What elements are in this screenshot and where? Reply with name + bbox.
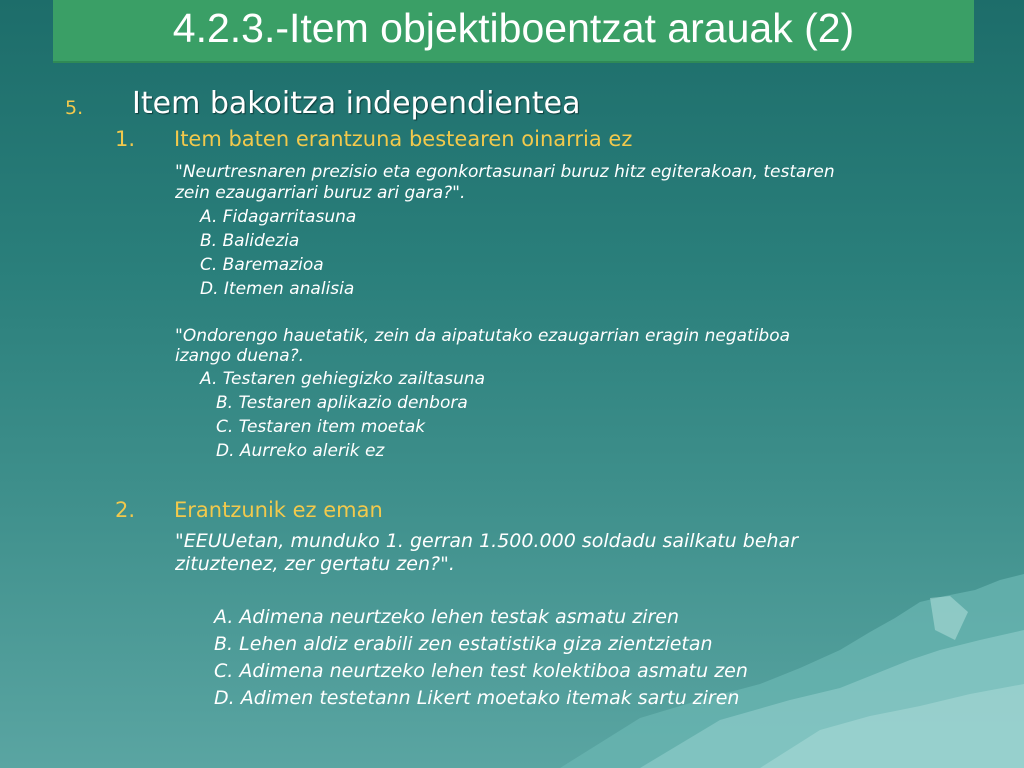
question1-option-a: A. Fidagarritasuna [200, 207, 357, 227]
section1-number: 1. [115, 127, 136, 151]
section1-heading: Item baten erantzuna bestearen oinarria ez [174, 127, 633, 151]
question1-option-b: B. Balidezia [200, 231, 300, 251]
question2-option-d: D. Aurreko alerik ez [216, 441, 385, 461]
question1-line1: "Neurtresnaren prezisio eta egonkortasunari buruz hitz egiterakoan, testaren [175, 162, 835, 182]
question3-option-c: C. Adimena neurtzeko lehen test kolektiboa asmatu zen [214, 660, 748, 682]
slide-title: 4.2.3.-Item objektiboentzat arauak (2) [172, 5, 855, 51]
question3-line2: zituztenez, zer gertatu zen?". [175, 553, 455, 575]
question1-option-d: D. Itemen analisia [200, 279, 355, 299]
question3-option-b: B. Lehen aldiz erabili zen estatistika giza zientzietan [214, 633, 713, 655]
question1-option-c: C. Baremazioa [200, 255, 324, 275]
question2-option-c: C. Testaren item moetak [216, 417, 426, 437]
question2-line1: "Ondorengo hauetatik, zein da aipatutako ezaugarrian eragin negatiboa [175, 326, 791, 346]
question2-line2: izango duena?. [175, 346, 305, 366]
question3-line1: "EEUUetan, munduko 1. gerran 1.500.000 soldadu sailkatu behar [175, 530, 799, 552]
title-bar [53, 0, 974, 63]
level1-number: 5. [65, 97, 84, 119]
question1-line2: zein ezaugarriari buruz ari gara?". [175, 183, 466, 203]
question3-option-d: D. Adimen testetann Likert moetako itemak sartu ziren [214, 687, 740, 709]
question2-option-a: A. Testaren gehiegizko zailtasuna [200, 369, 486, 389]
question2-option-b: B. Testaren aplikazio denbora [216, 393, 468, 413]
level1-heading: Item bakoitza independientea [132, 86, 581, 121]
question3-option-a: A. Adimena neurtzeko lehen testak asmatu ziren [214, 606, 680, 628]
section2-number: 2. [115, 498, 136, 522]
section2-heading: Erantzunik ez eman [174, 498, 383, 522]
